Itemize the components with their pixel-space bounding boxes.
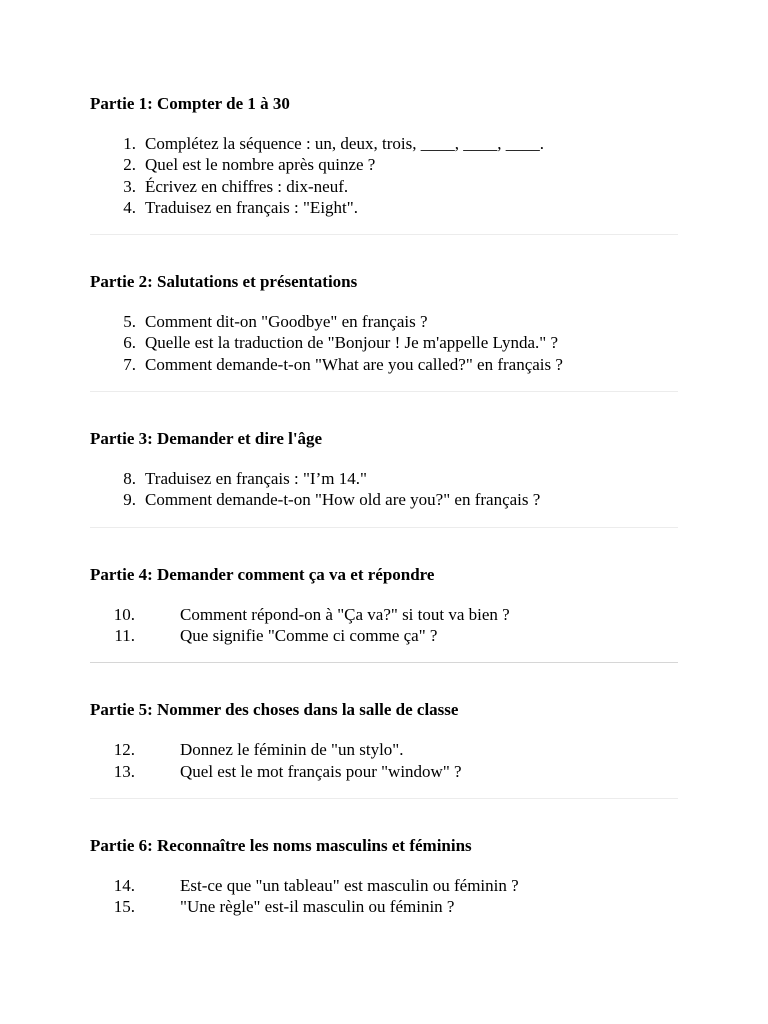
- question-text: "Une règle" est-il masculin ou féminin ?: [180, 897, 455, 917]
- question-item: [90, 176, 678, 197]
- section-1: [90, 93, 678, 218]
- question-text: Que signifie "Comme ci comme ça" ?: [180, 625, 438, 645]
- question-text: Comment demande-t-on "What are you called?" en français ?: [145, 354, 563, 374]
- question-item: [90, 133, 678, 154]
- section-title: Partie 3: Demander et dire l'âge: [90, 429, 323, 449]
- question-number: 11.: [114, 625, 135, 645]
- question-text: Donnez le féminin de "un stylo".: [180, 740, 404, 760]
- question-list: [90, 311, 678, 375]
- question-item: [90, 311, 678, 332]
- question-number: 14.: [113, 875, 135, 895]
- question-item: [90, 875, 678, 896]
- question-list: [90, 875, 678, 918]
- question-number: 4.: [123, 197, 136, 217]
- section-6: [90, 835, 678, 918]
- question-text: Complétez la séquence : un, deux, trois, ____, ____, ____.: [145, 134, 544, 153]
- question-number: 10.: [113, 604, 135, 624]
- section-title: Partie 2: Salutations et présentations: [90, 272, 358, 292]
- question-list: [90, 604, 678, 647]
- question-number: 1.: [123, 134, 136, 153]
- question-text: Quelle est la traduction de "Bonjour ! Je m'appelle Lynda." ?: [145, 333, 559, 353]
- section-4: [90, 564, 678, 647]
- question-item: [90, 625, 678, 646]
- question-item: [90, 761, 678, 782]
- question-item: [90, 468, 678, 489]
- question-text: Traduisez en français : "I’m 14.": [145, 469, 367, 489]
- question-number: 6.: [123, 333, 136, 353]
- section-5: [90, 699, 678, 782]
- question-text: Comment répond-on à "Ça va?" si tout va bien ?: [180, 604, 510, 624]
- question-list: [90, 468, 678, 511]
- question-list: [90, 133, 678, 218]
- question-number: 3.: [123, 176, 136, 196]
- question-text: Est-ce que "un tableau" est masculin ou féminin ?: [180, 875, 519, 895]
- question-number: 9.: [123, 490, 136, 510]
- question-text: Quel est le mot français pour "window" ?: [180, 761, 462, 781]
- question-item: [90, 197, 678, 218]
- question-number: 13.: [113, 761, 135, 781]
- question-number: 12.: [113, 740, 135, 760]
- section-2: [90, 271, 678, 375]
- question-item: [90, 896, 678, 917]
- question-number: 8.: [123, 469, 136, 489]
- question-text: Comment dit-on "Goodbye" en français ?: [145, 312, 428, 332]
- question-text: Quel est le nombre après quinze ?: [145, 155, 376, 175]
- section-title: Partie 4: Demander comment ça va et répondre: [90, 564, 435, 584]
- question-text: Traduisez en français : "Eight".: [145, 197, 358, 217]
- question-item: [90, 739, 678, 760]
- question-number: 7.: [123, 354, 136, 374]
- section-title: Partie 5: Nommer des choses dans la salle de classe: [90, 700, 459, 720]
- section-title: Partie 6: Reconnaître les noms masculins et féminins: [90, 835, 472, 855]
- question-item: [90, 604, 678, 625]
- section-title: Partie 1: Compter de 1 à 30: [90, 94, 290, 113]
- question-item: [90, 154, 678, 175]
- question-item: [90, 489, 678, 510]
- question-number: 5.: [123, 312, 136, 332]
- question-item: [90, 332, 678, 353]
- question-list: [90, 739, 678, 782]
- question-number: 2.: [123, 155, 136, 175]
- section-3: [90, 428, 678, 511]
- question-item: [90, 354, 678, 375]
- question-number: 15.: [113, 897, 135, 917]
- question-text: Écrivez en chiffres : dix-neuf.: [145, 176, 349, 196]
- question-text: Comment demande-t-on "How old are you?" en français ?: [145, 490, 541, 510]
